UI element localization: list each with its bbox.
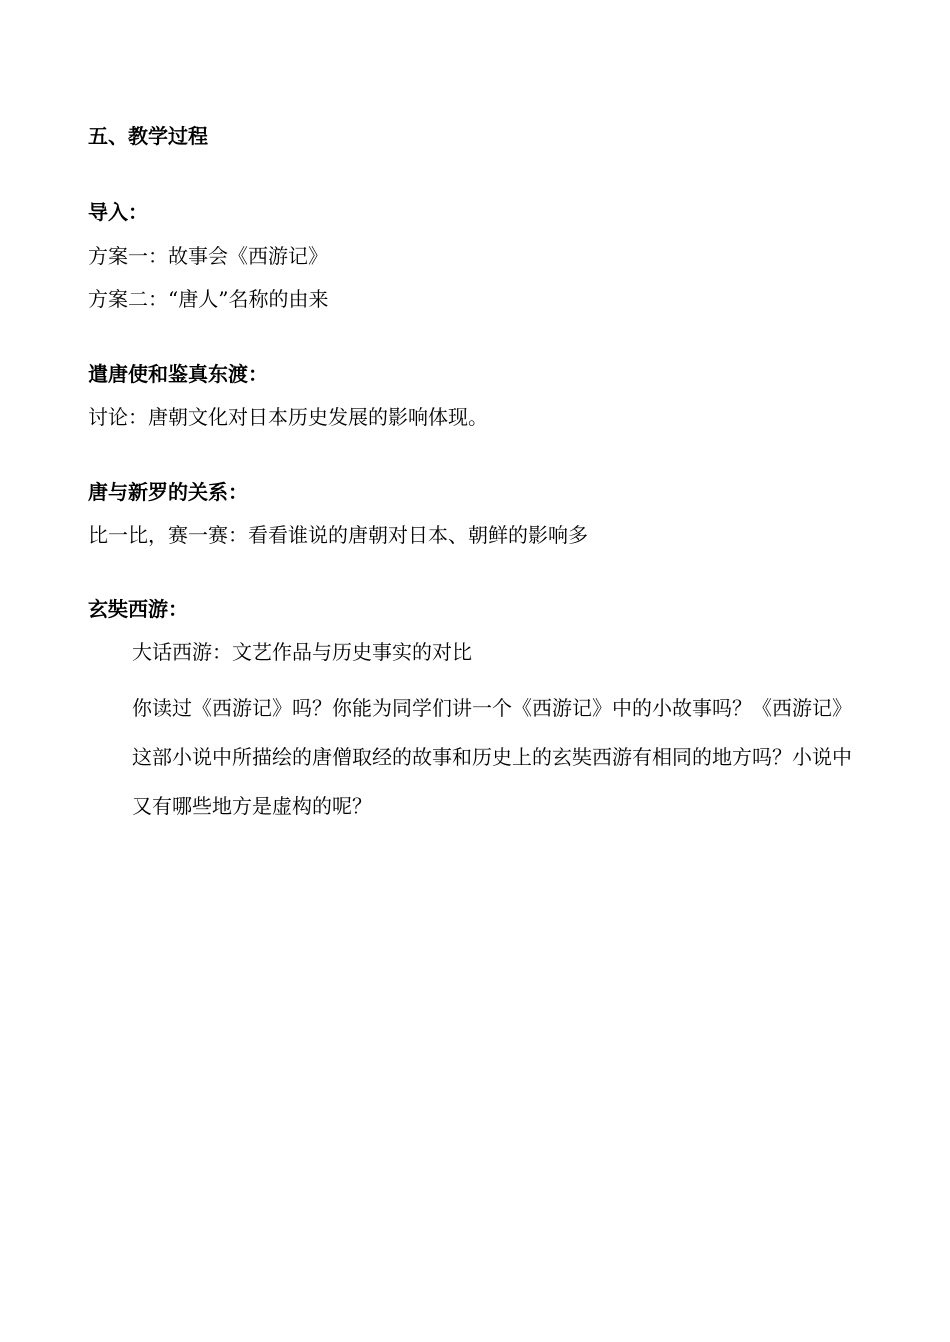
- intro-plan-one: 方案一：故事会《西游记》: [88, 244, 328, 268]
- section-title: 五、教学过程: [88, 124, 208, 148]
- xuanzang-heading: 玄奘西游：: [88, 597, 188, 621]
- intro-heading: 导入：: [88, 200, 148, 224]
- intro-plan-two: 方案二：“唐人”名称的由来: [88, 287, 329, 311]
- silla-activity: 比一比，赛一赛：看看谁说的唐朝对日本、朝鲜的影响多: [88, 523, 588, 547]
- silla-heading: 唐与新罗的关系：: [88, 480, 248, 504]
- xuanzang-questions: 你读过《西游记》吗？你能为同学们讲一个《西游记》中的小故事吗？《西游记》这部小说中所描绘的唐僧取经的故事和历史上的玄奘西游有相同的地方吗？小说中又有哪些地方是虚构的呢？: [132, 696, 852, 818]
- envoys-heading: 遣唐使和鉴真东渡：: [88, 362, 268, 386]
- envoys-discussion: 讨论：唐朝文化对日本历史发展的影响体现。: [88, 405, 488, 429]
- xuanzang-subtitle: 大话西游：文艺作品与历史事实的对比: [132, 640, 472, 664]
